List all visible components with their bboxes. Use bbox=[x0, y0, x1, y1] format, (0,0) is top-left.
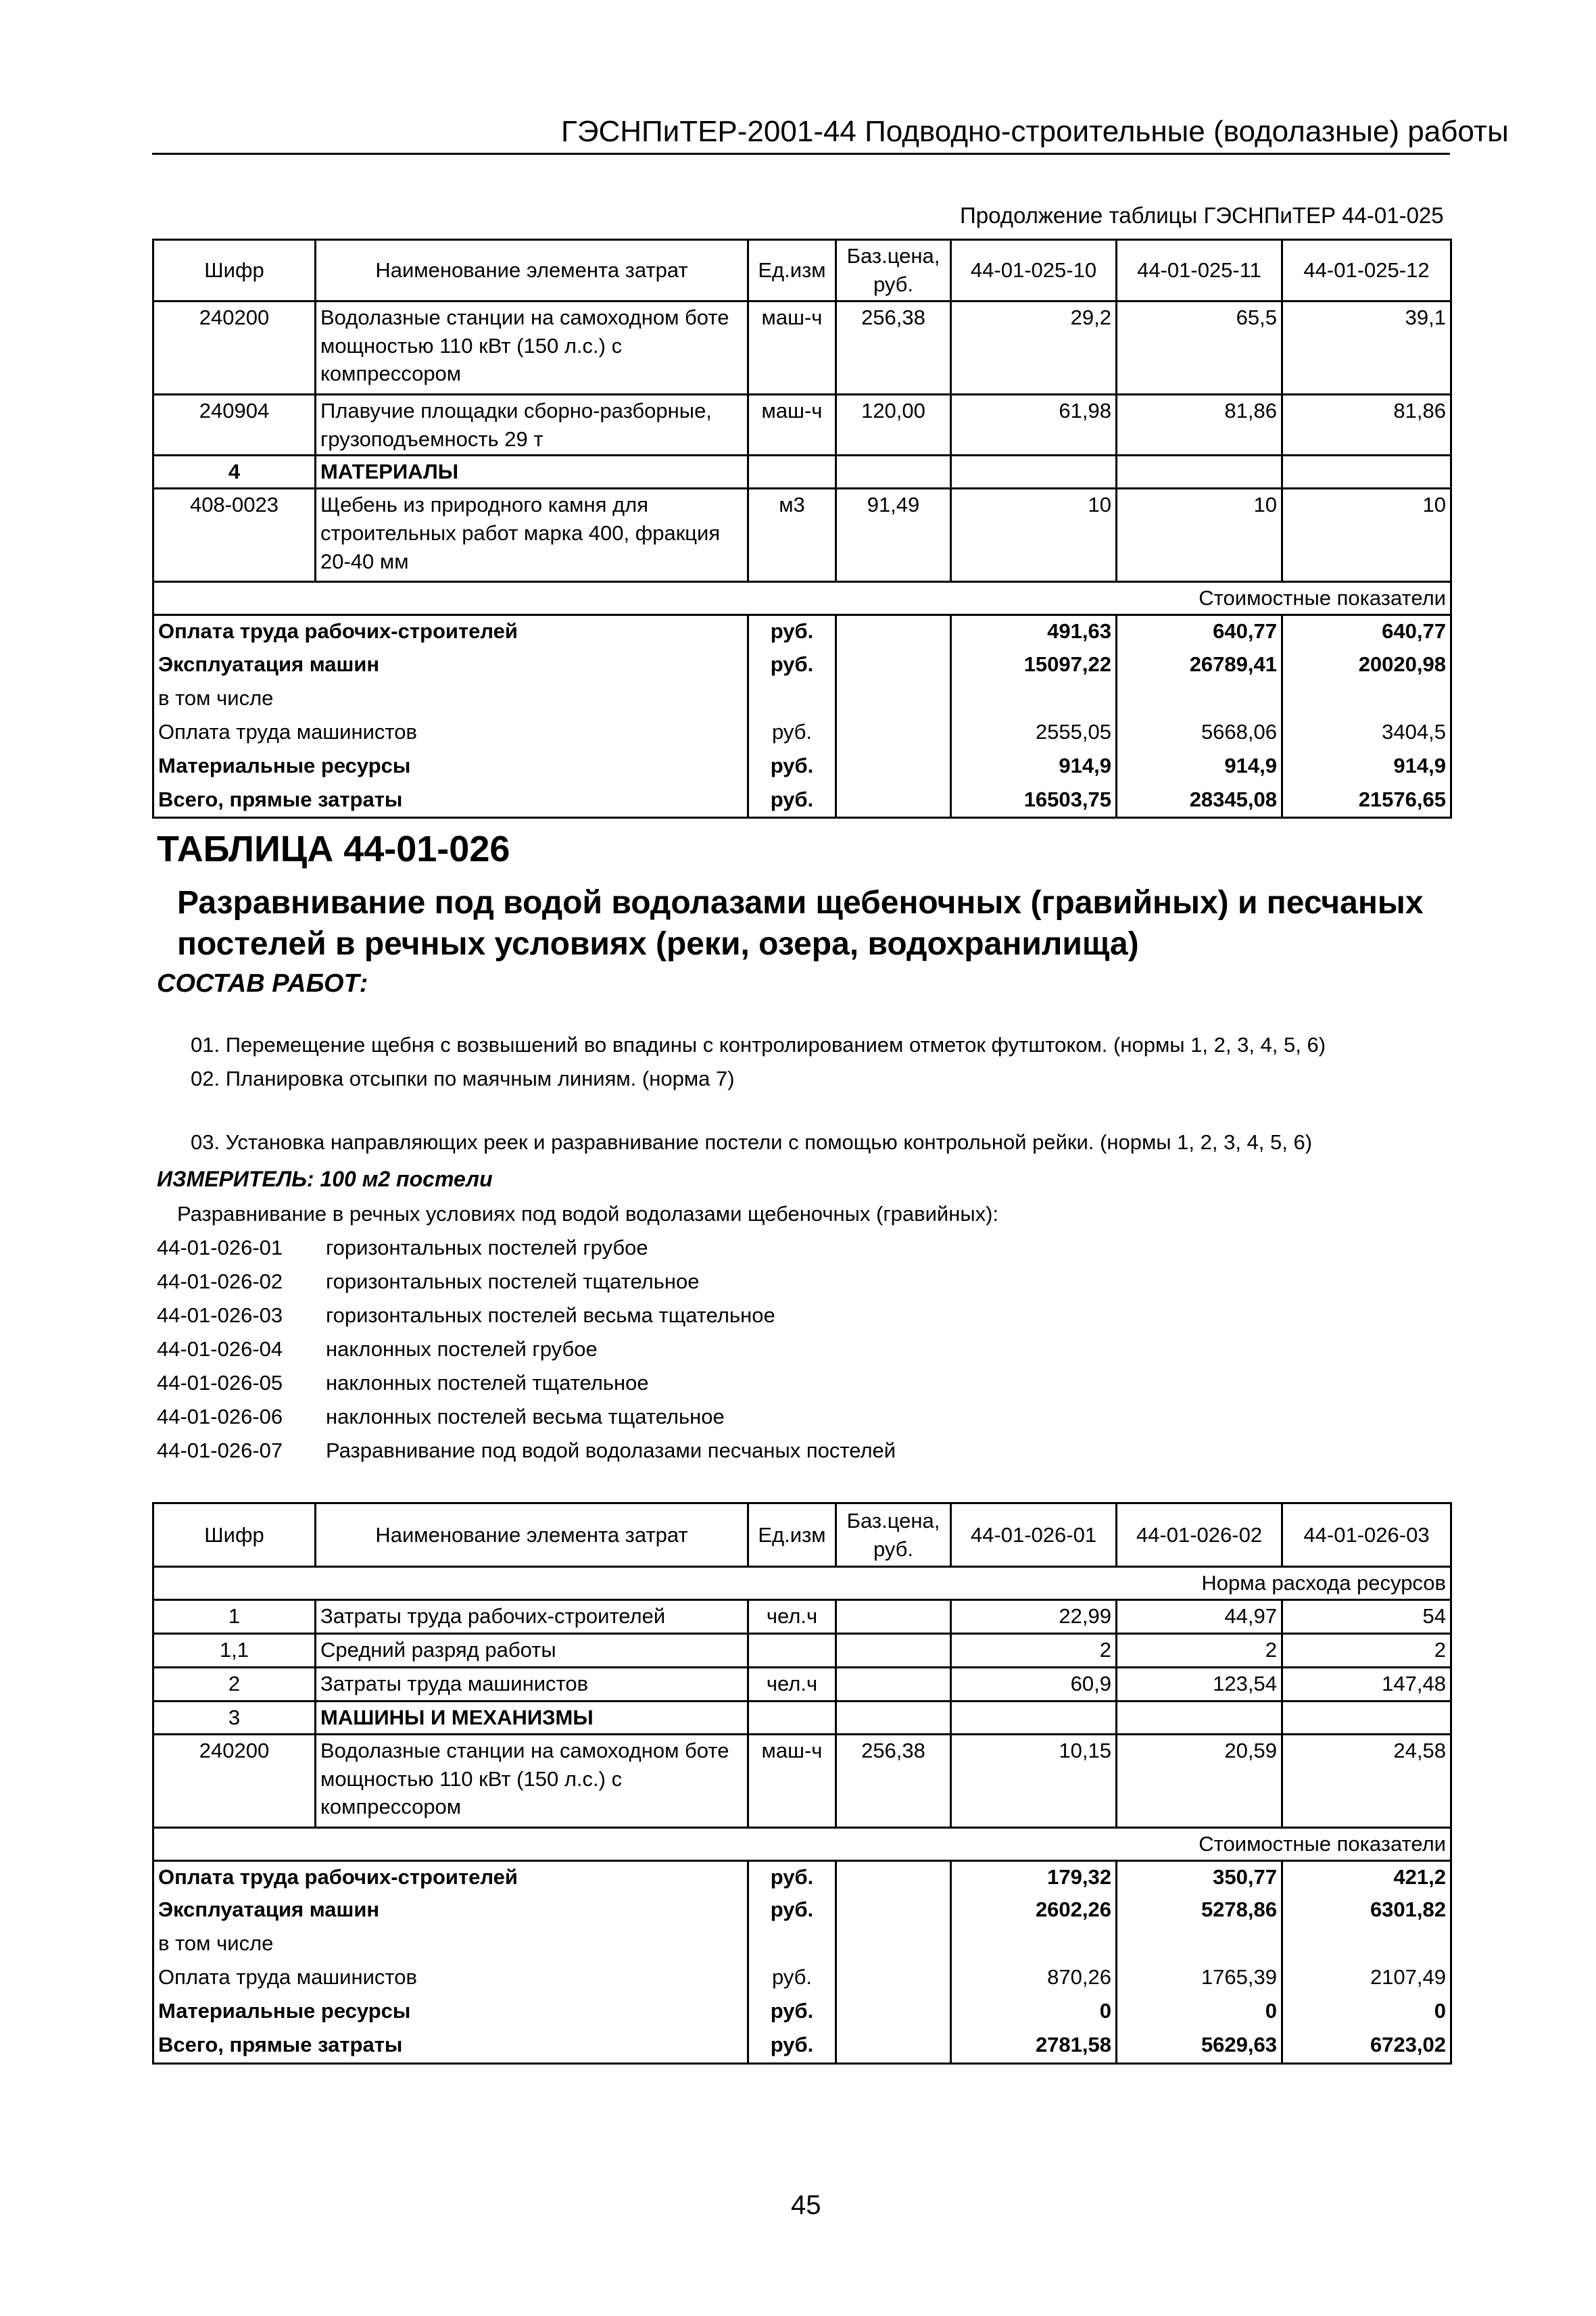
table-44-01-025-continuation bbox=[152, 239, 1452, 819]
col-header-norm-2: 44-01-025-11 bbox=[1117, 240, 1282, 301]
table-row: 240200 Водолазные станции на самоходном боте мощностью 110 кВт (150 л.с.) с компрессором маш-ч 256,38 29,2 65,5 39,1 bbox=[153, 301, 1451, 394]
norm-code-item: 44-01-026-04 наклонных постелей грубое bbox=[157, 1337, 598, 1361]
work-item: 03. Установка направляющих реек и разравнивание постели с помощью контрольной рейки. (нормы 1, 2, 3, 4, 5, 6) bbox=[191, 1130, 1313, 1154]
norm-code-item: 44-01-026-03 горизонтальных постелей весьма тщательное bbox=[157, 1303, 775, 1327]
table-row: 1 Затраты труда рабочих-строителей чел.ч 22,99 44,97 54 bbox=[153, 1599, 1451, 1633]
running-header: ГЭСНПиТЕР-2001-44 Подводно-строительные (водолазные) работы bbox=[561, 115, 1509, 148]
table-row: 1,1 Средний разряд работы 2 2 2 bbox=[153, 1633, 1451, 1667]
cost-row: Материальные ресурсы руб. 0 0 0 bbox=[153, 1996, 1451, 2029]
col-header-name: Наименование элемента затрат bbox=[316, 240, 748, 301]
col-header-price: Баз.цена, руб. bbox=[836, 1503, 951, 1567]
norm-code-item: 44-01-026-06 наклонных постелей весьма тщательное bbox=[157, 1405, 725, 1428]
norm-label: Норма расхода ресурсов bbox=[153, 1567, 1451, 1600]
norm-code-item: 44-01-026-05 наклонных постелей тщательное bbox=[157, 1371, 649, 1395]
norm-code-item: 44-01-026-02 горизонтальных постелей тщательное bbox=[157, 1270, 700, 1293]
cost-row: Оплата труда машинистов руб. 870,26 1765,39 2107,49 bbox=[153, 1962, 1451, 1996]
page-number: 45 bbox=[791, 2190, 821, 2220]
col-header-norm-1: 44-01-026-01 bbox=[951, 1503, 1117, 1567]
table-title: ТАБЛИЦА 44-01-026 bbox=[157, 829, 510, 869]
cost-indicators-label: Стоимостные показатели bbox=[153, 582, 1451, 615]
cost-indicators-label: Стоимостные показатели bbox=[153, 1827, 1451, 1860]
col-header-norm-3: 44-01-025-12 bbox=[1282, 240, 1451, 301]
table-subtitle: Разравнивание под водой водолазами щебеночных (гравийных) и песчаных постелей в речных условиях (реки, озера, водохранилища) bbox=[177, 885, 1424, 963]
table-row: 4 МАТЕРИАЛЫ bbox=[153, 456, 1451, 489]
cost-row: Оплата труда рабочих-строителей руб. 491,63 640,77 640,77 bbox=[153, 615, 1451, 649]
col-header-code: Шифр bbox=[153, 240, 316, 301]
col-header-code: Шифр bbox=[153, 1503, 316, 1567]
cost-row: Эксплуатация машин руб. 2602,26 5278,86 6301,82 bbox=[153, 1894, 1451, 1928]
cost-row: Материальные ресурсы руб. 914,9 914,9 914,9 bbox=[153, 750, 1451, 784]
work-composition-heading: СОСТАВ РАБОТ: bbox=[157, 969, 368, 998]
norms-intro: Разравнивание в речных условиях под водой водолазами щебеночных (гравийных): bbox=[177, 1202, 999, 1226]
cost-row: Эксплуатация машин руб. 15097,22 26789,41 20020,98 bbox=[153, 649, 1451, 683]
work-item: 01. Перемещение щебня с возвышений во впадины с контролированием отметок футштоком. (нормы 1, 2, 3, 4, 5, 6) bbox=[191, 1033, 1326, 1057]
table-44-01-026 bbox=[152, 1502, 1452, 2065]
col-header-unit: Ед.изм bbox=[748, 1503, 836, 1567]
col-header-norm-2: 44-01-026-02 bbox=[1117, 1503, 1282, 1567]
table-row: 240200 Водолазные станции на самоходном боте мощностью 110 кВт (150 л.с.) с компрессором маш-ч 256,38 10,15 20,59 24,58 bbox=[153, 1734, 1451, 1827]
table-row: 2 Затраты труда машинистов чел.ч 60,9 123,54 147,48 bbox=[153, 1667, 1451, 1701]
col-header-norm-3: 44-01-026-03 bbox=[1282, 1503, 1451, 1567]
table-continuation-note: Продолжение таблицы ГЭСНПиТЕР 44-01-025 bbox=[960, 203, 1444, 228]
cost-row: в том числе bbox=[153, 1928, 1451, 1962]
table-row: 240904 Плавучие площадки сборно-разборные, грузоподъемность 29 т маш-ч 120,00 61,98 81,86 81,86 bbox=[153, 394, 1451, 456]
norm-code-item: 44-01-026-01 горизонтальных постелей грубое bbox=[157, 1236, 648, 1259]
work-item: 02. Планировка отсыпки по маячным линиям. (норма 7) bbox=[191, 1067, 735, 1090]
col-header-unit: Ед.изм bbox=[748, 240, 836, 301]
cost-row: Всего, прямые затраты руб. 16503,75 28345,08 21576,65 bbox=[153, 784, 1451, 818]
col-header-price: Баз.цена, руб. bbox=[836, 240, 951, 301]
measure-unit: ИЗМЕРИТЕЛЬ: 100 м2 постели bbox=[157, 1167, 493, 1191]
table-row: 408-0023 Щебень из природного камня для строительных работ марка 400, фракция 20-40 мм м3 91,49 10 10 10 bbox=[153, 489, 1451, 582]
cost-row: в том числе bbox=[153, 683, 1451, 717]
cost-row: Оплата труда рабочих-строителей руб. 179,32 350,77 421,2 bbox=[153, 1860, 1451, 1894]
cost-row: Оплата труда машинистов руб. 2555,05 5668,06 3404,5 bbox=[153, 717, 1451, 750]
col-header-norm-1: 44-01-025-10 bbox=[951, 240, 1117, 301]
table-row: 3 МАШИНЫ И МЕХАНИЗМЫ bbox=[153, 1701, 1451, 1734]
col-header-name: Наименование элемента затрат bbox=[316, 1503, 748, 1567]
header-rule bbox=[152, 153, 1450, 155]
cost-row: Всего, прямые затраты руб. 2781,58 5629,63 6723,02 bbox=[153, 2029, 1451, 2063]
norm-code-item: 44-01-026-07 Разравнивание под водой водолазами песчаных постелей bbox=[157, 1439, 896, 1462]
